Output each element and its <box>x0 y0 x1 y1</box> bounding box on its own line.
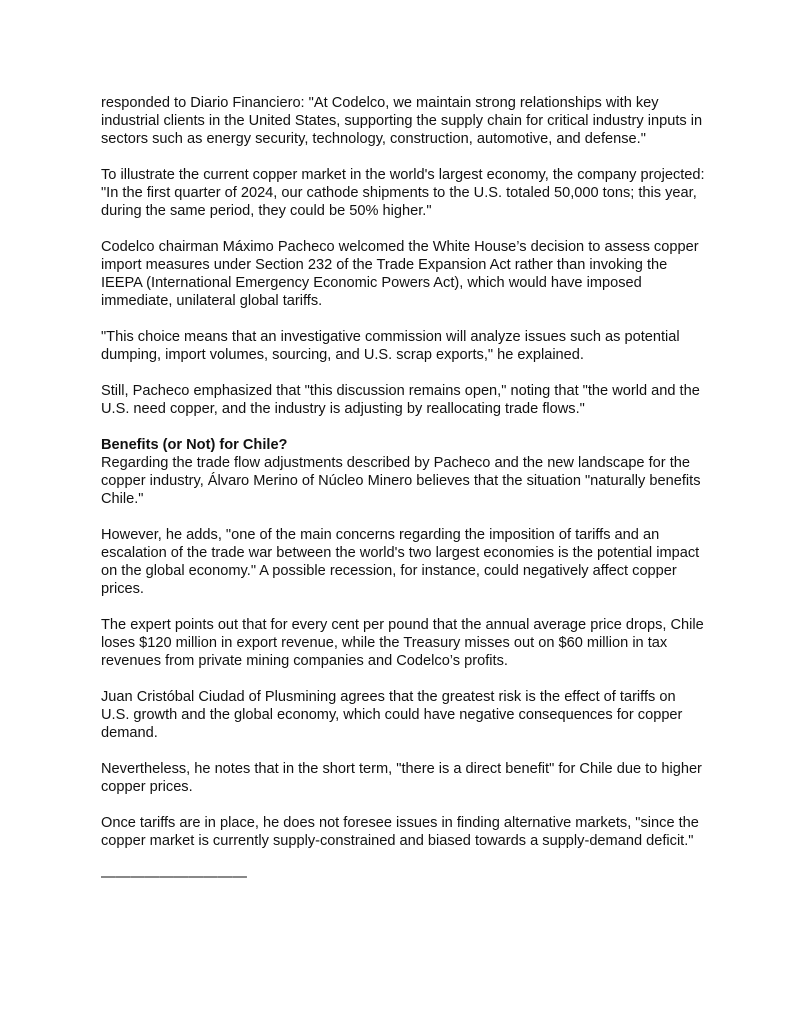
paragraph-merino-benefits: Regarding the trade flow adjustments described by Pacheco and the new landscape for the copper industry, Álvaro Merino of Núcleo Minero believes that the situation "naturally benefits Chile." <box>101 455 701 507</box>
paragraph-export-revenue: The expert points out that for every cent per pound that the annual average price drops, Chile loses $120 million in export revenue, while the Treasury misses out on $60 million in tax revenues from private mining companies and Codelco’s profits. <box>101 617 704 669</box>
paragraph-investigative-commission: "This choice means that an investigative commission will analyze issues such as potential dumping, import volumes, sourcing, and U.S. scrap exports," he explained. <box>101 329 680 363</box>
document-page <box>101 94 706 886</box>
paragraph-discussion-open: Still, Pacheco emphasized that "this discussion remains open," noting that "the world and the U.S. need copper, and the industry is adjusting by reallocating trade flows." <box>101 383 700 417</box>
paragraph-plusmining-risk: Juan Cristóbal Ciudad of Plusmining agrees that the greatest risk is the effect of tariffs on U.S. growth and the global economy, which could have negative consequences for copper demand. <box>101 689 683 741</box>
paragraph-direct-benefit: Nevertheless, he notes that in the short term, "there is a direct benefit" for Chile due to higher copper prices. <box>101 761 702 795</box>
section-heading: Benefits (or Not) for Chile? <box>101 437 288 453</box>
section-divider: —————————— <box>101 869 247 885</box>
paragraph-codelco-response: responded to Diario Financiero: "At Codelco, we maintain strong relationships with key industrial clients in the United States, supporting the supply chain for critical industry inputs in sectors such as energy security, technology, construction, automotive, and defense." <box>101 95 703 147</box>
paragraph-pacheco-section-232: Codelco chairman Máximo Pacheco welcomed the White House’s decision to assess copper import measures under Section 232 of the Trade Expansion Act rather than invoking the IEEPA (International Emergency Economic Powers Act), which would have imposed immediate, unilateral global tariffs. <box>101 239 699 309</box>
paragraph-alternative-markets: Once tariffs are in place, he does not foresee issues in finding alternative markets, "since the copper market is currently supply-constrained and biased towards a supply-demand deficit." <box>101 815 699 849</box>
paragraph-trade-war-concerns: However, he adds, "one of the main concerns regarding the imposition of tariffs and an escalation of the trade war between the world's two largest economies is the potential impact on the global economy." A possible recession, for instance, could negatively affect copper prices. <box>101 527 700 597</box>
paragraph-cathode-shipments: To illustrate the current copper market in the world's largest economy, the company projected: "In the first quarter of 2024, our cathode shipments to the U.S. totaled 50,000 tons; this year, during the same period, they could be 50% higher." <box>101 167 705 219</box>
